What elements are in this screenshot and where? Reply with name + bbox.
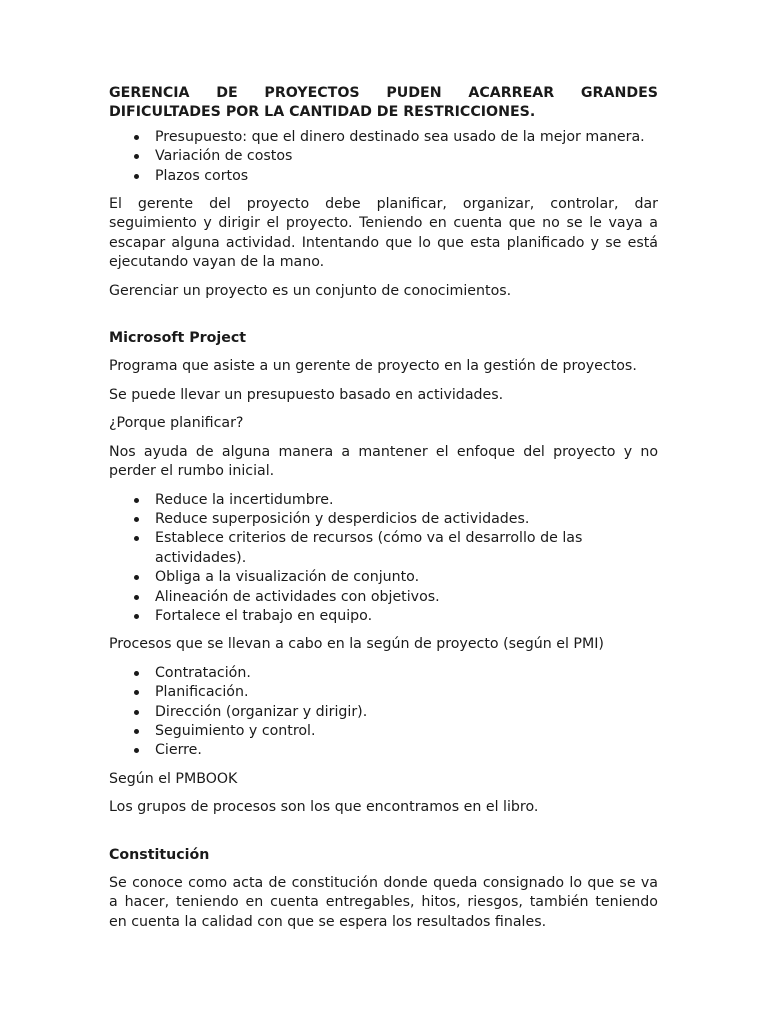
restricciones-list — [109, 128, 658, 186]
list-item: Reduce superposición y desperdicios de actividades. — [155, 510, 658, 529]
list-item: Planificación. — [155, 683, 658, 702]
list-item: Variación de costos — [155, 147, 658, 166]
paragraph-presupuesto: Se puede llevar un presupuesto basado en actividades. — [109, 386, 504, 403]
paragraph-pmbook: Según el PMBOOK — [109, 770, 238, 787]
list-item: Reduce la incertidumbre. — [155, 491, 658, 510]
document-body — [109, 84, 658, 941]
paragraph-constitucion: Se conoce como acta de constitución donde queda consignado lo que se va a hacer, teniendo en cuenta entregables, hitos, riesgos, también teniendo en cuenta la calidad con que se espera los resultados finales. — [109, 875, 658, 930]
list-item: Alineación de actividades con objetivos. — [155, 588, 658, 607]
beneficios-list — [109, 491, 658, 627]
list-item: Contratación. — [155, 664, 658, 683]
list-item: Establece criterios de recursos (cómo va el desarrollo de las actividades). — [155, 529, 658, 568]
procesos-list — [109, 664, 658, 761]
list-item: Obliga a la visualización de conjunto. — [155, 568, 658, 587]
list-item: Seguimiento y control. — [155, 722, 658, 741]
main-heading: GERENCIA DE PROYECTOS PUDEN ACARREAR GRANDES DIFICULTADES POR LA CANTIDAD DE RESTRICCIONES. — [109, 85, 658, 121]
paragraph-grupos: Los grupos de procesos son los que encontramos en el libro. — [109, 799, 539, 816]
blank-line — [109, 310, 658, 329]
list-item: Plazos cortos — [155, 167, 658, 186]
list-item: Presupuesto: que el dinero destinado sea usado de la mejor manera. — [155, 128, 658, 147]
list-item: Fortalece el trabajo en equipo. — [155, 607, 658, 626]
list-item: Cierre. — [155, 741, 658, 760]
paragraph-procesos: Procesos que se llevan a cabo en la según de proyecto (según el PMI) — [109, 636, 604, 653]
paragraph-ayuda: Nos ayuda de alguna manera a mantener el enfoque del proyecto y no perder el rumbo inicial. — [109, 443, 658, 480]
blank-line — [109, 827, 658, 846]
paragraph-gerente: El gerente del proyecto debe planificar, organizar, controlar, dar seguimiento y dirigir el proyecto. Teniendo en cuenta que no se le vaya a escapar alguna actividad. Intentando que lo que esta planificado y se está ejecutando vayan de la mano. — [109, 196, 658, 271]
section-heading-ms-project: Microsoft Project — [109, 330, 247, 347]
section-heading-constitucion: Constitución — [109, 846, 210, 863]
paragraph-pregunta: ¿Porque planificar? — [109, 415, 244, 432]
paragraph-programa: Programa que asiste a un gerente de proyecto en la gestión de proyectos. — [109, 358, 637, 375]
list-item: Dirección (organizar y dirigir). — [155, 703, 658, 722]
paragraph-gerenciar: Gerenciar un proyecto es un conjunto de conocimientos. — [109, 282, 512, 299]
